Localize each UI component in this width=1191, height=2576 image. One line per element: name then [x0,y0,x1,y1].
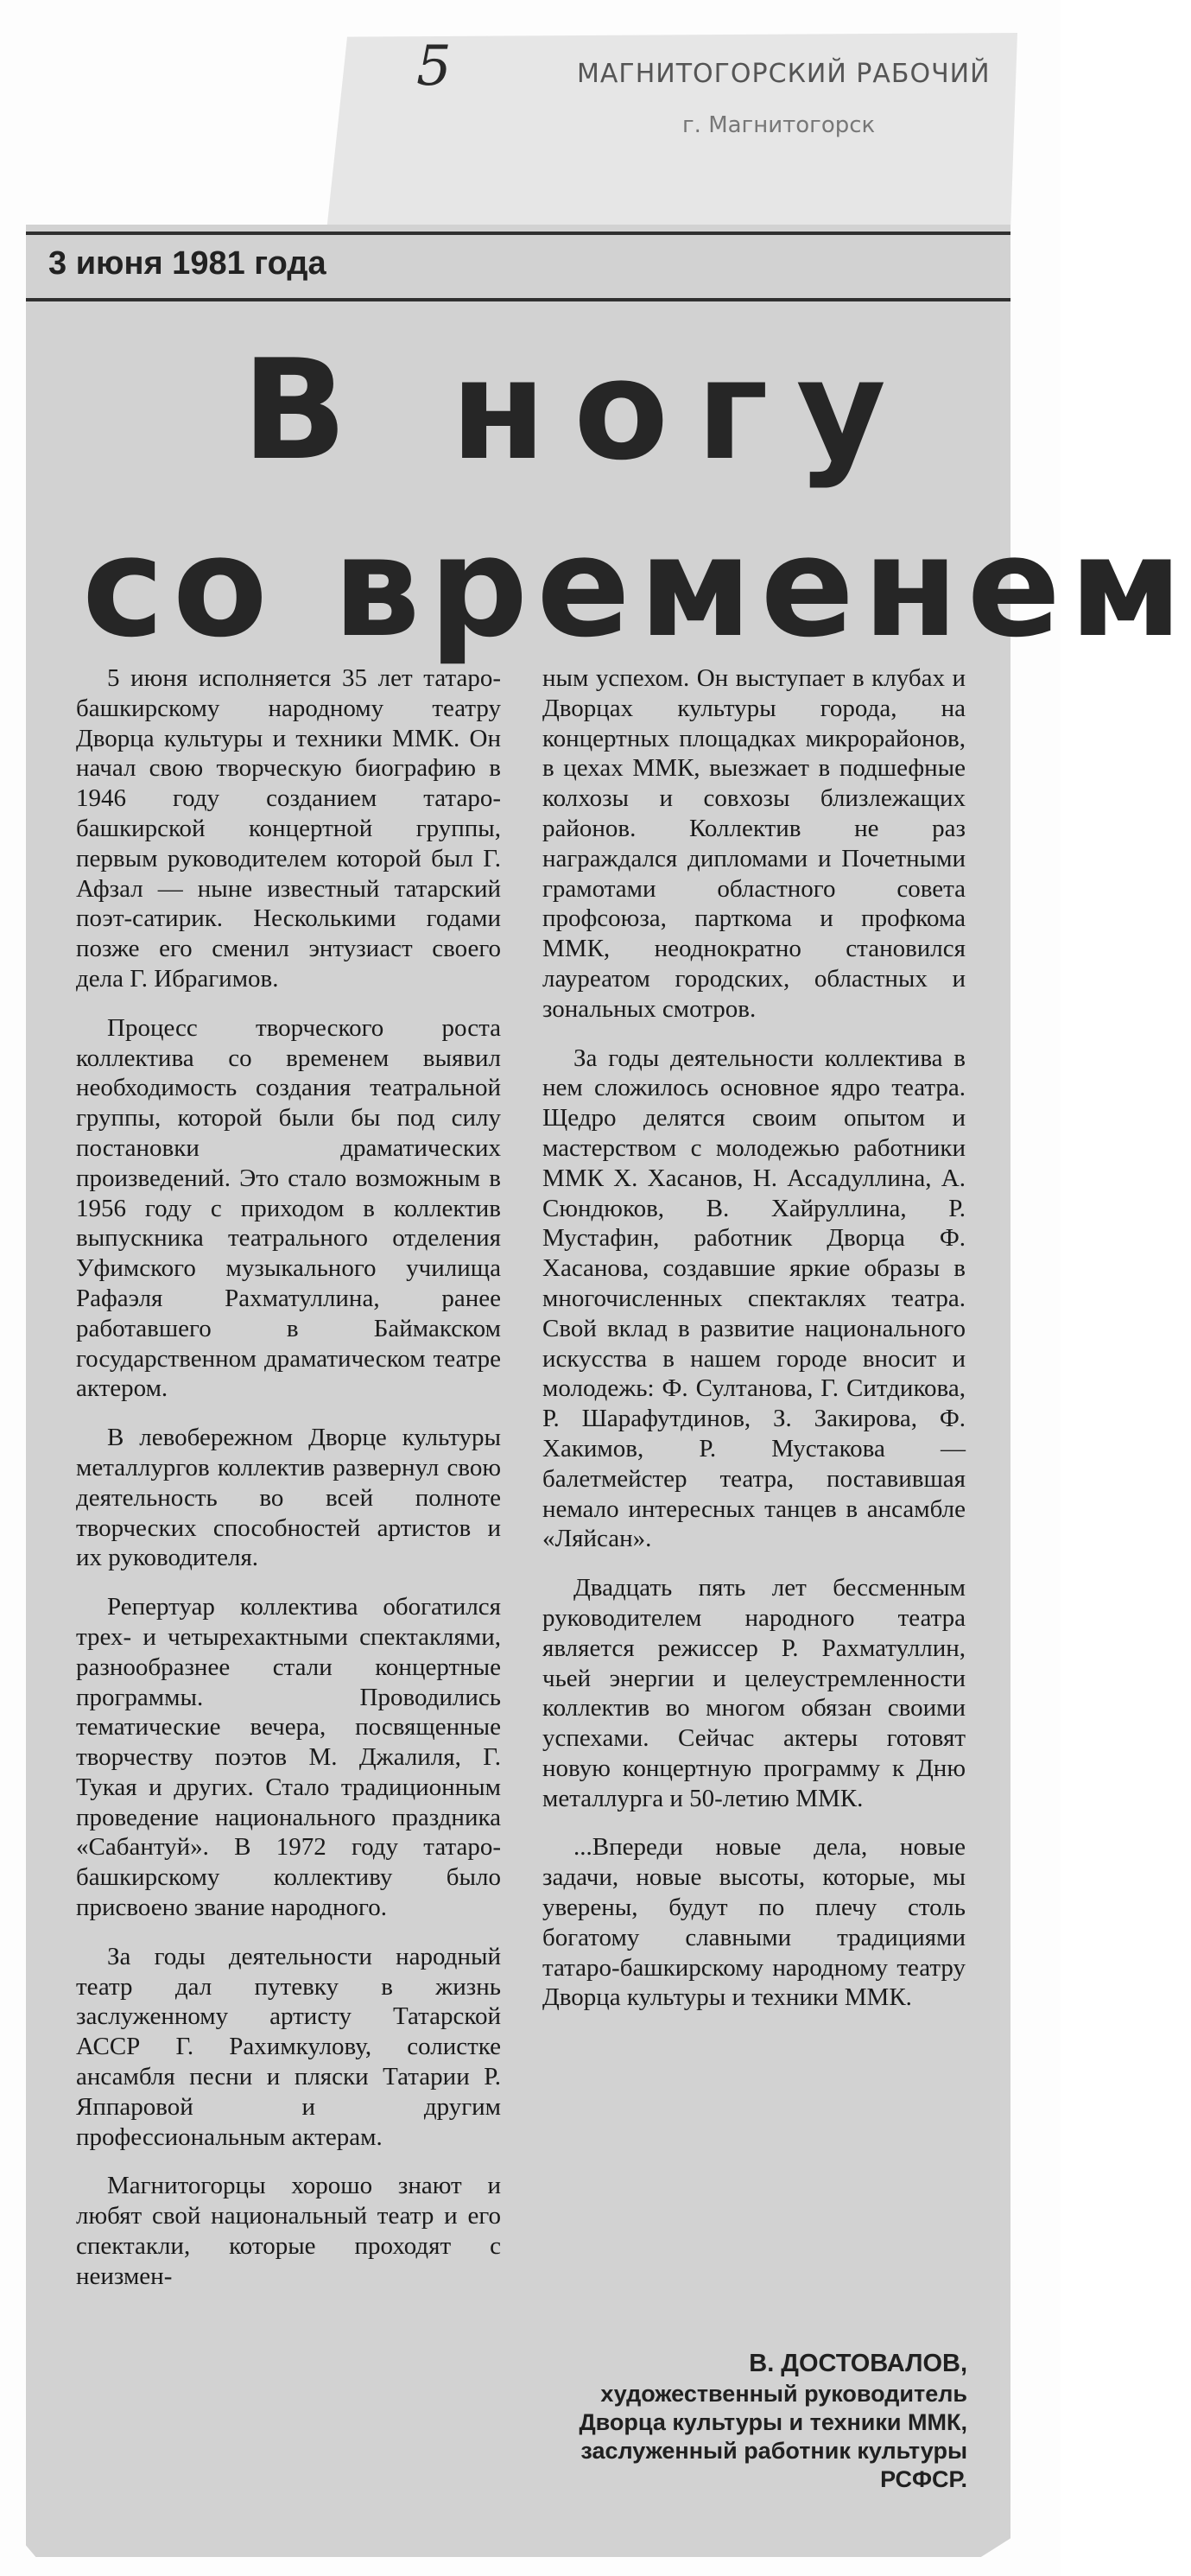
date-rule [26,298,1010,301]
paragraph: Репертуар коллектива обогатился трех- и четырехактными спектаклями, разнообразнее стали концертные программы. Проводились тематические вечера, посвященные творчеству поэтов М. Джалиля, Г. Тукая и других. Стало традиционным проведение национального праздника «Сабантуй». В 1972 году татаро-башкирскому коллективу было присвоено звание народного. [76,1593,501,1922]
paragraph: Процесс творческого роста коллектива со временем выявил необходимость создания театральной группы, которой были бы под силу постановки драматических произведений. Это стало возможным в 1956 году с приходом в коллектив выпускника театрального отделения Уфимского музыкального училища Рафаэля Рахматуллина, ранее работавшего в Баймакском государственном драматическом театре актером. [76,1013,501,1403]
author-title: художественный руководитель Дворца культуры и техники ММК, заслуженный работник культуры РСФСР. [579,2381,967,2492]
top-rule [26,232,1010,235]
headline-line-2: со временем [82,506,1191,668]
article-column-right [542,663,966,2032]
paragraph: ным успехом. Он выступает в клубах и Дворцах культуры города, на концертных площадках микрорайонов, в цехах ММК, выезжает в подшефные колхозы и совхозы близлежащих районов. Коллектив не раз награждался дипломами и Почетными грамотами областного совета профсоюза, парткома и профкома ММК, неоднократно становился лауреатом городских, областных и зональных смотров. [542,664,966,1023]
handwritten-page-number: 5 [416,35,452,98]
author-name: В. ДОСТОВАЛОВ, [749,2350,967,2377]
paragraph: За годы деятельности коллектива в нем сложилось основное ядро театра. Щедро делятся своим опытом и мастерством с молодежью работники ММК Х. Хасанов, Н. Ассадуллина, А. Сюндюков, В. Хайруллина, Р. Мустафин, работник Дворца Ф. Хасанова, создавшие яркие образы в многочисленных спектаклях театра. Свой вклад в развитие национального искусства в нашем городе вносит и молодежь: Ф. Султанова, Г. Ситдикова, Р. Шарафутдинов, З. Закирова, Ф. Хакимов, Р. Мустакова — балетмейстер театра, поставившая немало интересных танцев в ансамбле «Ляйсан». [542,1044,966,1553]
headline-line-1: В ногу [242,329,915,491]
paragraph: Магнитогорцы хорошо знают и любят свой национальный театр и его спектакли, которые проходят с неизмен- [76,2172,501,2290]
paragraph: ...Впереди новые дела, новые задачи, новые высоты, которые, мы уверены, будут по плечу столь богатому славными традициями татаро-башкирскому народному театру Дворца культуры и техники ММК. [542,1833,966,2012]
paragraph: Двадцать пять лет бессменным руководителем народного театра является режиссер Р. Рахматуллин, чьей энергии и целеустремленности коллектив во многом обязан своими успехами. Сейчас актеры готовят новую концертную программу к Дню металлурга и 50-летию ММК. [542,1574,966,1812]
paragraph: 5 июня исполняется 35 лет татаро-башкирскому народному театру Дворца культуры и техники ММК. Он начал свою творческую биографию в 1946 году созданием татаро-башкирской концертной группы, первым руководителем которой был Г. Афзал — ныне известный татарский поэт-сатирик. Несколькими годами позже его сменил энтузиаст своего дела Г. Ибрагимов. [76,664,501,993]
paragraph: В левобережном Дворце культуры металлургов коллектив развернул свою деятельность во всей полноте творческих способностей артистов и их руководителя. [76,1424,501,1572]
author-signature [570,2350,967,2494]
newspaper-name: МАГНИТОГОРСКИЙ РАБОЧИЙ [577,59,991,89]
article-column-left [76,663,501,2311]
issue-date: 3 июня 1981 года [48,245,326,282]
paragraph: За годы деятельности народный театр дал путевку в жизнь заслуженному артисту Татарской АССР Г. Рахимкулову, солистке ансамбля песни и пляски Татарии Р. Яппаровой и другим профессиональным актерам. [76,1942,501,2151]
newspaper-city: г. Магнитогорск [682,112,876,138]
